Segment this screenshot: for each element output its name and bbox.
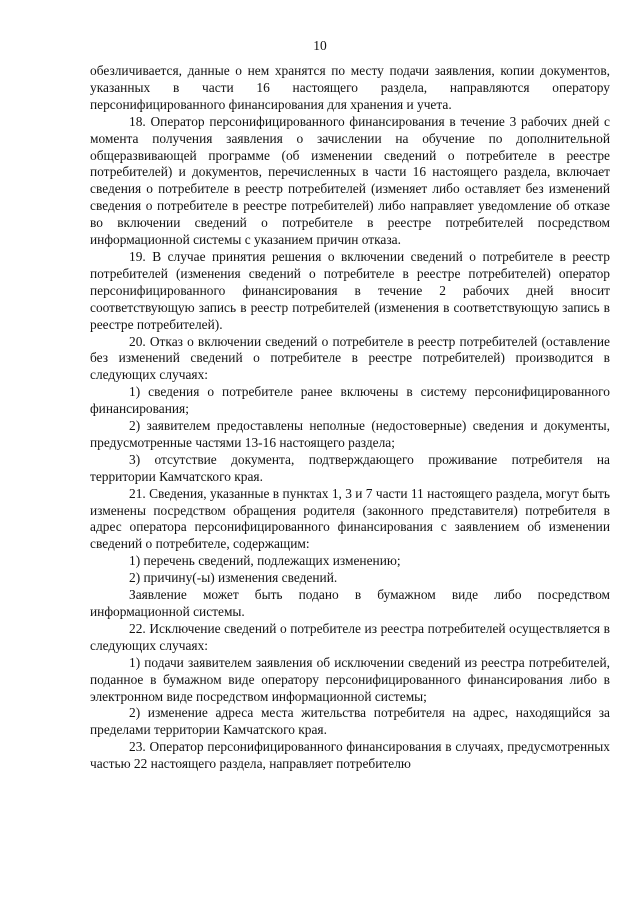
- page-number: 10: [313, 38, 327, 53]
- paragraph-continuation: обезличивается, данные о нем хранятся по месту подачи заявления, копии документов, указанных в части 16 настоящего раздела, направляются оператору персонифицированного финансирования для хранения и учета.: [90, 63, 610, 112]
- document-body: [90, 63, 610, 773]
- list-item-20-2: 2) заявителем предоставлены неполные (недостоверные) сведения и документы, предусмотренные частями 13-16 настоящего раздела;: [90, 418, 610, 450]
- paragraph-20: 20. Отказ о включении сведений о потребителе в реестр потребителей (оставление без изменений сведений о потребителе в реестре потребителей) производится в следующих случаях:: [90, 333, 610, 383]
- paragraph-21-note: Заявление может быть подано в бумажном виде либо посредством информационной системы.: [90, 587, 610, 619]
- paragraph-23: 23. Оператор персонифицированного финансирования в случаях, предусмотренных частью 22 настоящего раздела, направляет потребителю: [90, 739, 610, 772]
- list-item-20-3: 3) отсутствие документа, подтверждающего проживание потребителя на территории Камчатского края.: [90, 451, 610, 484]
- paragraph-21: 21. Сведения, указанные в пунктах 1, 3 и 7 части 11 настоящего раздела, могут быть изменены посредством обращения родителя (законного представителя) потребителя в адрес оператора персонифицированного финансирования с заявлением об изменении сведений о потребителе, содержащим:: [90, 485, 610, 552]
- list-item-22-2: 2) изменение адреса места жительства потребителя на адрес, находящийся за пределами территории Камчатского края.: [90, 705, 610, 738]
- list-item-20-1: 1) сведения о потребителе ранее включены в систему персонифицированного финансирования;: [90, 384, 610, 417]
- paragraph-18: 18. Оператор персонифицированного финансирования в течение 3 рабочих дней с момента получения заявления о зачислении на обучение по дополнительной общеразвивающей программе (об изменении сведений о потребителе в реестре потребителей) и документов, перечисленных в части 16 настоящего раздела, включает сведения о потребителе в реестр потребителей (изменяет либо оставляет без изменений сведения о потребителе в реестре потребителей) либо направляет уведомление об отказе во включении сведений о потребителе в реестре потребителей посредством информационной системы с указанием причин отказа.: [90, 113, 610, 248]
- list-item-22-1: 1) подачи заявителем заявления об исключении сведений из реестра потребителей, поданное в бумажном виде оператору персонифицированного финансирования либо в электронном виде посредством информационной системы;: [90, 654, 610, 704]
- paragraph-22: 22. Исключение сведений о потребителе из реестра потребителей осуществляется в следующих случаях:: [90, 620, 610, 653]
- list-item-21-2: 2) причину(-ы) изменения сведений.: [129, 570, 338, 586]
- paragraph-19: 19. В случае принятия решения о включении сведений о потребителе в реестр потребителей (изменения сведений о потребителе в реестре потребителей) оператор персонифицированного финансирования в течение 2 рабочих дней вносит соответствующую запись в реестр потребителей (изменения в соответствующую запись в реестре потребителей).: [90, 248, 610, 332]
- list-item-21-1: 1) перечень сведений, подлежащих изменению;: [129, 553, 401, 569]
